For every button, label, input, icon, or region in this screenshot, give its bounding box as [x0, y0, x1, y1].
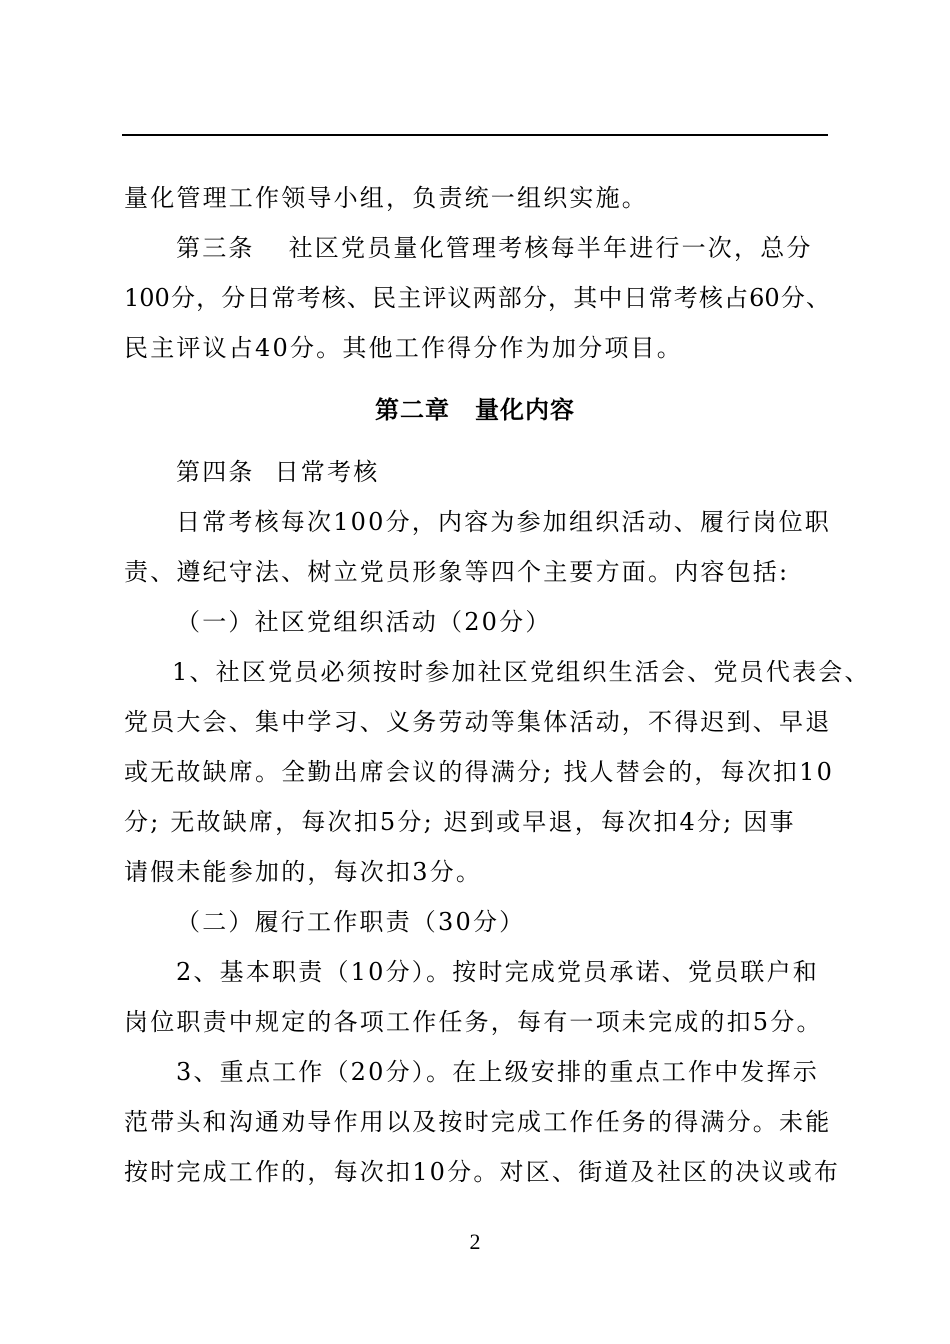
section-heading: （二）履行工作职责（30分） — [176, 908, 526, 936]
article-title: 日常考核 — [274, 458, 380, 486]
header-rule — [122, 134, 828, 136]
article-4-heading — [176, 456, 379, 488]
paragraph-line: 1、社区党员必须按时参加社区党组织生活会、党员代表会、 — [172, 658, 871, 686]
article-number: 第三条 — [176, 234, 255, 262]
article-text: 社区党员量化管理考核每半年进行一次，总分 — [288, 234, 813, 262]
paragraph-line: 量化管理工作领导小组，负责统一组织实施。 — [124, 184, 648, 212]
section-heading: （一）社区党组织活动（20分） — [176, 608, 552, 636]
paragraph-line: 100分，分日常考核、民主评议两部分，其中日常考核占60分、 — [124, 284, 830, 312]
paragraph-line: 责、遵纪守法、树立党员形象等四个主要方面。内容包括: — [124, 558, 790, 586]
paragraph-line: 分; 无故缺席，每次扣5分; 迟到或早退，每次扣4分; 因事 — [124, 808, 796, 836]
paragraph-line: 按时完成工作的，每次扣10分。对区、街道及社区的决议或布 — [124, 1158, 841, 1186]
paragraph-line: 岗位职责中规定的各项工作任务，每有一项未完成的扣5分。 — [124, 1008, 823, 1036]
paragraph-line: 党员大会、集中学习、义务劳动等集体活动，不得迟到、早退 — [124, 708, 832, 736]
paragraph-line: 或无故缺席。全勤出席会议的得满分; 找人替会的，每次扣10 — [124, 758, 835, 786]
paragraph-line: 3、重点工作（20分）。在上级安排的重点工作中发挥示 — [176, 1058, 820, 1086]
chapter-heading: 第二章 量化内容 — [375, 396, 575, 424]
paragraph-line: 民主评议占40分。其他工作得分作为加分项目。 — [124, 334, 683, 362]
paragraph-line: 2、基本职责（10分）。按时完成党员承诺、党员联户和 — [176, 958, 820, 986]
article-number: 第四条 — [176, 458, 255, 486]
article-3-line — [176, 232, 813, 264]
paragraph-line: 日常考核每次100分，内容为参加组织活动、履行岗位职 — [176, 508, 832, 536]
paragraph-line: 请假未能参加的，每次扣3分。 — [124, 858, 483, 886]
paragraph-line: 范带头和沟通劝导作用以及按时完成工作任务的得满分。未能 — [124, 1108, 832, 1136]
page-number: 2 — [469, 1229, 481, 1254]
